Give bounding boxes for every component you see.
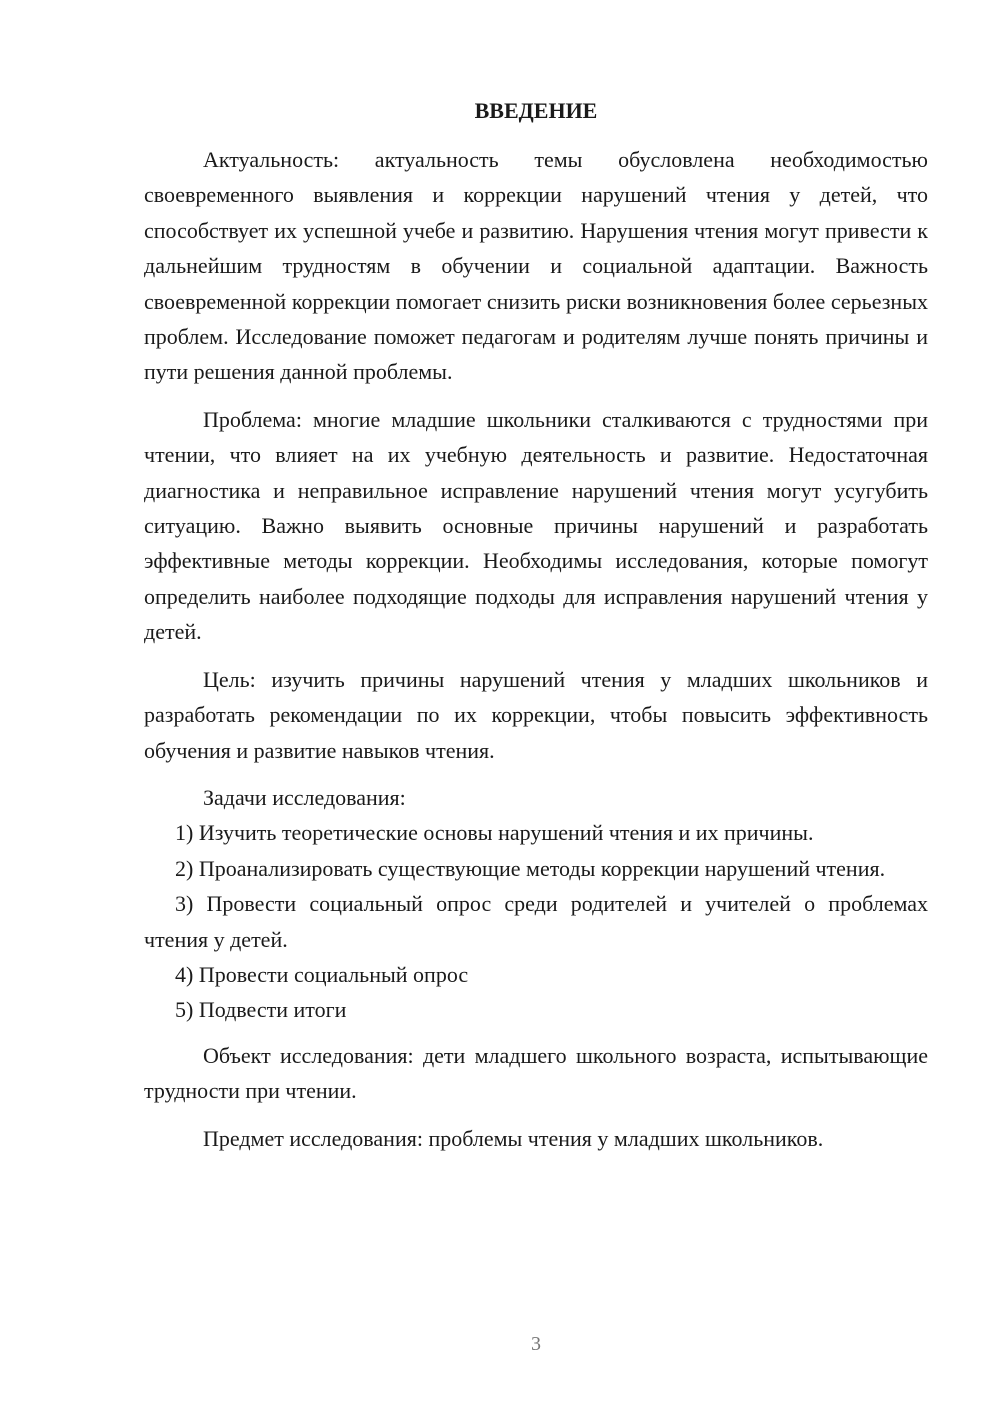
page-number: 3 <box>531 1333 541 1355</box>
paragraph-object: Объект исследования: дети младшего школьного возраста, испытывающие трудности при чтении. <box>144 1042 928 1104</box>
task-item: 1) Изучить теоретические основы нарушений чтения и их причины. <box>175 820 814 846</box>
paragraph-subject: Предмет исследования: проблемы чтения у младших школьников. <box>203 1125 824 1151</box>
paragraph-goal: Цель: изучить причины нарушений чтения у младших школьников и разработать рекомендации по их коррекции, чтобы повысить эффективность обучения и развитие навыков чтения. <box>144 666 928 763</box>
document-body <box>144 142 928 1156</box>
task-item: 4) Провести социальный опрос <box>175 961 469 987</box>
tasks-heading: Задачи исследования: <box>203 784 406 810</box>
task-item: 2) Проанализировать существующие методы коррекции нарушений чтения. <box>175 855 886 881</box>
task-item: 3) Провести социальный опрос среди родителей и учителей о проблемах чтения у детей. <box>144 891 928 952</box>
section-title: ВВЕДЕНИЕ <box>474 98 598 123</box>
task-item: 5) Подвести итоги <box>175 997 347 1023</box>
paragraph-relevance: Актуальность: актуальность темы обусловлена необходимостью своевременного выявления и коррекции нарушений чтения у детей, что способствует их успешной учебе и развитию. Нарушения чтения могут привести к дальнейшим трудностям в обучении и социальной адаптации. Важность своевременной коррекции помогает снизить риски возникновения более серьезных проблем. Исследование поможет педагогам и родителям лучше понять причины и пути решения данной проблемы. <box>144 147 928 385</box>
paragraph-problem: Проблема: многие младшие школьники сталкиваются с трудностями при чтении, что влияет на их учебную деятельность и развитие. Недостаточная диагностика и неправильное исправление нарушений чтения могут усугубить ситуацию. Важно выявить основные причины нарушений и разработать эффективные методы коррекции. Необходимы исследования, которые помогут определить наиболее подходящие подходы для исправления нарушений чтения у детей. <box>144 406 928 645</box>
